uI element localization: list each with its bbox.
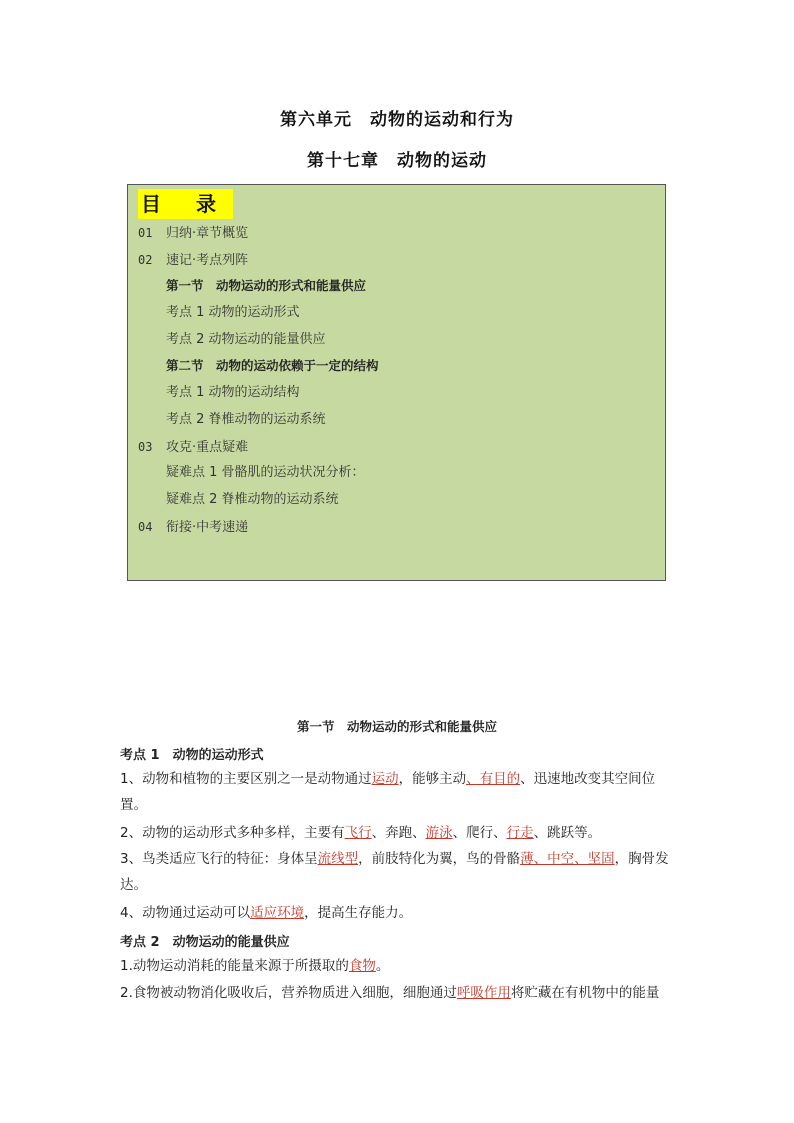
text: 2、动物的运动形式多种多样，主要有 — [120, 825, 345, 841]
section-title: 第一节 动物运动的形式和能量供应 — [296, 719, 497, 734]
toc-item[interactable] — [166, 332, 326, 348]
unit-title — [0, 105, 794, 130]
toc-item[interactable] — [166, 305, 300, 321]
text: 4、动物通过运动可以 — [120, 905, 251, 921]
toc-item-number: 04 — [138, 520, 153, 534]
unit-title-text: 动物的运动和行为 — [370, 110, 514, 130]
text: 3、鸟类适应飞行的特征：身体呈 — [120, 851, 318, 867]
text: ，胸骨发达。 — [120, 851, 669, 893]
text: ，提高生存能力。 — [304, 905, 413, 921]
toc-item[interactable] — [166, 412, 326, 428]
text: 、迅速地改变其空间位置。 — [120, 771, 656, 813]
toc-item-number: 01 — [138, 226, 153, 240]
key-point-1-heading: 考点 1 动物的运动形式 — [120, 748, 264, 763]
toc-item[interactable] — [166, 465, 365, 481]
toc-item[interactable] — [138, 252, 248, 269]
toc-item[interactable] — [138, 439, 248, 456]
text: 、奔跑、 — [371, 825, 426, 841]
paragraph-2 — [120, 820, 680, 846]
toc-section-item[interactable] — [166, 358, 379, 374]
toc-item-label: 速记·考点列阵 — [166, 253, 249, 268]
paragraph-5 — [120, 953, 680, 979]
paragraph-3 — [120, 846, 680, 898]
answer-blank: 行走 — [506, 825, 534, 841]
toc-item-label: 第一节 动物运动的形式和能量供应 — [166, 278, 367, 293]
paragraph-4 — [120, 900, 680, 926]
text: 。 — [375, 958, 390, 974]
chapter-title — [0, 146, 794, 171]
toc-item[interactable] — [166, 492, 339, 508]
answer-blank: 、有目的 — [466, 771, 521, 787]
toc-item-number: 03 — [138, 440, 153, 454]
answer-blank: 运动 — [371, 771, 399, 787]
toc-section-item[interactable] — [166, 278, 366, 294]
answer-blank: 游泳 — [425, 825, 453, 841]
text: 、爬行、 — [452, 825, 507, 841]
toc-item-label: 考点 1 动物的运动形式 — [166, 305, 300, 320]
text: ，前肢特化为翼，鸟的骨骼 — [358, 851, 521, 867]
toc-item-label: 疑难点 2 脊椎动物的运动系统 — [166, 492, 339, 507]
toc-item-label: 考点 2 脊椎动物的运动系统 — [166, 412, 326, 427]
text: 1、动物和植物的主要区别之一是动物通过 — [120, 771, 372, 787]
unit-title-number: 第六单元 — [280, 110, 352, 130]
text: 1.动物运动消耗的能量来源于所摄取的 — [120, 958, 349, 974]
paragraph-6 — [120, 980, 680, 1006]
answer-blank: 呼吸作用 — [456, 985, 511, 1001]
toc-item-label: 疑难点 1 骨骼肌的运动状况分析： — [166, 465, 365, 480]
toc-item-label: 归纳·章节概览 — [166, 226, 249, 241]
answer-blank: 流线型 — [317, 851, 359, 867]
answer-blank: 薄、中空、坚固 — [520, 851, 615, 867]
toc-item-label: 衔接·中考速递 — [166, 520, 249, 535]
chapter-title-number: 第十七章 — [307, 151, 379, 171]
answer-blank: 适应环境 — [250, 905, 305, 921]
text: 、跳跃等。 — [533, 825, 602, 841]
toc-item-label: 攻克·重点疑难 — [166, 440, 249, 455]
toc-item-label: 考点 2 动物运动的能量供应 — [166, 332, 326, 347]
table-of-contents — [127, 184, 666, 581]
toc-item[interactable] — [138, 225, 248, 242]
toc-item-number: 02 — [138, 253, 153, 267]
toc-item-label: 考点 1 动物的运动结构 — [166, 385, 300, 400]
text: 2.食物被动物消化吸收后，营养物质进入细胞，细胞通过 — [120, 985, 457, 1001]
toc-item[interactable] — [166, 385, 300, 401]
key-point-2-heading: 考点 2 动物运动的能量供应 — [120, 935, 290, 950]
toc-item-label: 第二节 动物的运动依赖于一定的结构 — [166, 358, 379, 373]
chapter-title-text: 动物的运动 — [397, 151, 487, 171]
answer-blank: 飞行 — [344, 825, 372, 841]
answer-blank: 食物 — [348, 958, 376, 974]
toc-heading: 目 录 — [138, 189, 233, 219]
paragraph-1 — [120, 766, 680, 818]
toc-item[interactable] — [138, 519, 248, 536]
text: ，能够主动 — [398, 771, 467, 787]
text: 将贮藏在有机物中的能量 — [510, 985, 660, 1001]
